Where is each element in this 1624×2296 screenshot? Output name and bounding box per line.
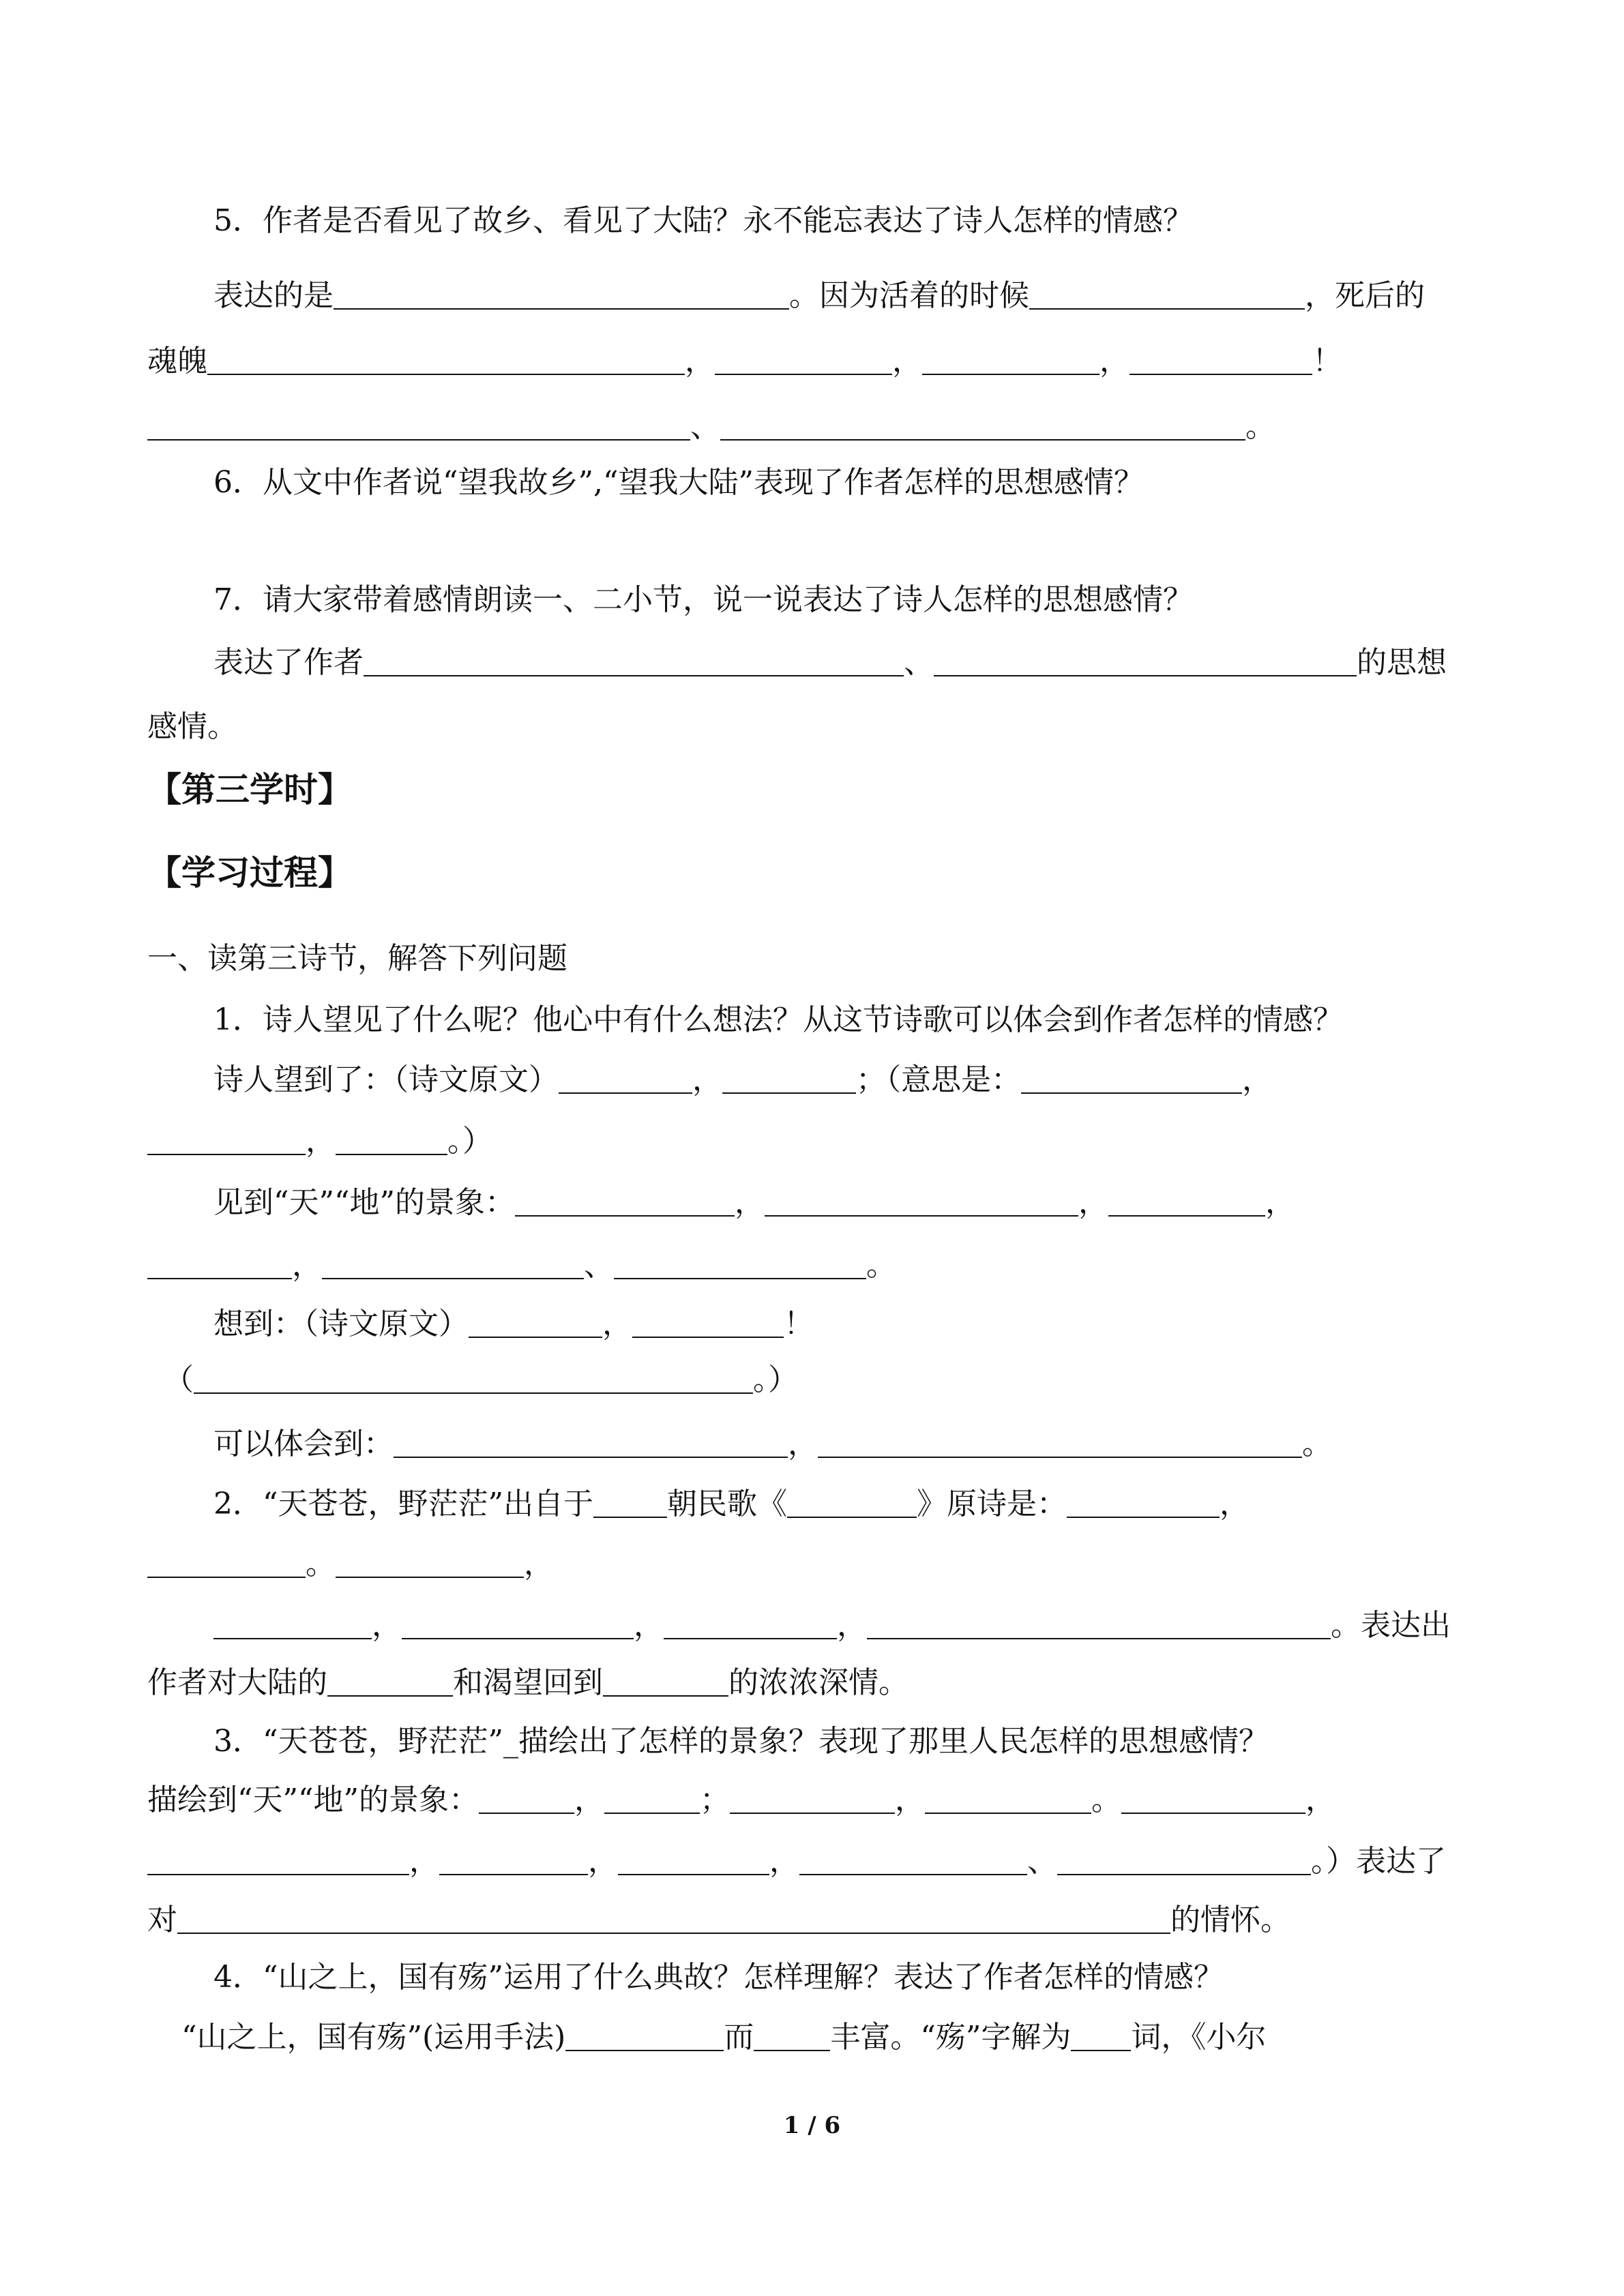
p1-thought-line xyxy=(213,1304,1544,1345)
q5-answer-line1 xyxy=(213,275,1544,316)
q7-answer-line1 xyxy=(213,642,1544,683)
p1-feel-line xyxy=(213,1424,1544,1465)
blank[interactable] xyxy=(925,1785,1091,1814)
punct: ， xyxy=(292,1248,322,1283)
blank[interactable] xyxy=(1071,2023,1131,2051)
punct: 。 xyxy=(1302,1427,1332,1461)
p4-b: 而 xyxy=(724,2020,754,2055)
blank[interactable] xyxy=(1121,1785,1305,1814)
blank[interactable] xyxy=(322,1251,584,1279)
punct: ， xyxy=(634,1608,664,1643)
p4-a: “山之上，国有殇”(运用手法) xyxy=(181,2020,566,2055)
q5-a-suffix: ，死后的 xyxy=(1305,278,1425,313)
blank[interactable] xyxy=(394,1429,788,1458)
p3-qinghuai: 的情怀。 xyxy=(1170,1903,1290,1937)
punct: ， xyxy=(588,1844,618,1879)
punct: ， xyxy=(1078,1185,1108,1220)
blank[interactable] xyxy=(1130,346,1312,375)
punct: 。 xyxy=(1245,409,1275,444)
punct: ， xyxy=(1099,344,1130,378)
blank[interactable] xyxy=(1021,1065,1242,1094)
q7-answer-line2: 感情。 xyxy=(147,709,237,744)
blank[interactable] xyxy=(147,1847,409,1875)
section1-title: 一、读第三诗节，解答下列问题 xyxy=(147,941,567,976)
blank[interactable] xyxy=(715,346,892,375)
p3-line3 xyxy=(147,1900,1477,1941)
punct: 。 xyxy=(306,1547,336,1581)
blank[interactable] xyxy=(604,1785,700,1814)
p2-line5-b: 和渴望回到 xyxy=(453,1665,603,1700)
blank[interactable] xyxy=(818,1429,1302,1458)
p1-scene-line xyxy=(213,1182,1544,1223)
blank[interactable] xyxy=(799,1847,1027,1875)
punct: 。 xyxy=(866,1248,896,1283)
blank[interactable] xyxy=(1029,281,1305,310)
p2-line5-c: 的浓浓深情。 xyxy=(728,1665,909,1700)
punct: ， xyxy=(1305,1783,1335,1817)
q5-hunpo: 魂魄 xyxy=(147,344,207,378)
blank[interactable] xyxy=(194,1365,753,1394)
blank[interactable] xyxy=(754,2023,830,2051)
punct: ， xyxy=(409,1844,439,1879)
q7-a-prefix: 表达了作者 xyxy=(213,645,364,680)
p2-line2 xyxy=(147,1544,1477,1585)
blank[interactable] xyxy=(632,1309,784,1338)
blank[interactable] xyxy=(327,1668,453,1697)
blank[interactable] xyxy=(603,1668,728,1697)
blank[interactable] xyxy=(336,1549,524,1578)
punct: 。） xyxy=(753,1362,798,1397)
p3-line2 xyxy=(147,1841,1477,1882)
blank[interactable] xyxy=(922,346,1099,375)
p4-question: 4．“山之上，国有殇”运用了什么典故？怎样理解？表达了作者怎样的情感？ xyxy=(213,1960,1224,1995)
p1-line1 xyxy=(213,1060,1544,1101)
blank[interactable] xyxy=(402,1611,634,1639)
punct: ， xyxy=(1219,1487,1250,1521)
q5-a-prefix: 表达的是 xyxy=(213,278,334,313)
blank[interactable] xyxy=(147,1251,292,1279)
blank[interactable] xyxy=(147,412,690,441)
p1-scene-line2 xyxy=(147,1245,1477,1286)
p2-a: 2．“天苍苍，野茫茫”出自于 xyxy=(213,1487,593,1521)
punct: ， xyxy=(837,1608,867,1643)
punct: ， xyxy=(788,1427,818,1461)
p1-thought-prefix: 想到：（诗文原文） xyxy=(213,1307,469,1341)
blank[interactable] xyxy=(364,648,904,676)
punct: 、 xyxy=(904,645,934,680)
p1-paren-line xyxy=(164,1360,1494,1401)
blank[interactable] xyxy=(565,2023,724,2051)
blank[interactable] xyxy=(515,1188,735,1217)
blank[interactable] xyxy=(207,346,685,375)
punct: ， xyxy=(602,1307,632,1341)
blank[interactable] xyxy=(618,1847,769,1875)
blank[interactable] xyxy=(147,1127,306,1155)
p3-dui: 对 xyxy=(147,1903,177,1937)
blank[interactable] xyxy=(934,648,1357,676)
blank[interactable] xyxy=(720,412,1245,441)
p2-line5-a: 作者对大陆的 xyxy=(147,1665,327,1700)
q7-question: 7．请大家带着感情朗读一、二小节，说一说表达了诗人怎样的思想感情？ xyxy=(213,582,1193,617)
blank[interactable] xyxy=(730,1785,895,1814)
blank[interactable] xyxy=(664,1611,837,1639)
p3-express: 。）表达了 xyxy=(1311,1844,1446,1879)
p3-scene-prefix: 描绘到“天”“地”的景象： xyxy=(147,1783,479,1817)
lesson-heading: 【第三学时】 xyxy=(147,770,352,809)
p2-b: 朝民歌《 xyxy=(666,1487,787,1521)
punct: 、 xyxy=(584,1248,614,1283)
p1-feel-prefix: 可以体会到： xyxy=(213,1427,394,1461)
punct: ！ xyxy=(784,1307,814,1341)
q6-question: 6．从文中作者说“望我故乡”,“望我大陆”表现了作者怎样的思想感情？ xyxy=(213,465,1144,500)
p3-question: 3．“天苍苍，野茫茫”_描绘出了怎样的景象？表现了那里人民怎样的思想感情？ xyxy=(213,1724,1269,1759)
punct: 、 xyxy=(1027,1844,1057,1879)
blank[interactable] xyxy=(177,1905,1170,1934)
p1-question: 1．诗人望见了什么呢？他心中有什么想法？从这节诗歌可以体会到作者怎样的情感？ xyxy=(213,1002,1343,1037)
punct: ， xyxy=(372,1608,402,1643)
blank[interactable] xyxy=(614,1251,866,1279)
punct: 、 xyxy=(690,409,720,444)
punct: ， xyxy=(769,1844,799,1879)
p4-line1 xyxy=(181,2017,1511,2058)
p2-line1 xyxy=(213,1484,1544,1525)
punct: （ xyxy=(164,1362,194,1397)
punct: ， xyxy=(1242,1062,1272,1097)
p2-c: 》原诗是： xyxy=(916,1487,1067,1521)
process-heading: 【学习过程】 xyxy=(147,853,352,893)
p2-line3 xyxy=(213,1605,1544,1646)
blank[interactable] xyxy=(334,281,789,310)
blank[interactable] xyxy=(867,1611,1331,1639)
punct: ， xyxy=(1265,1185,1295,1220)
punct: 。） xyxy=(447,1124,492,1159)
punct: 。 xyxy=(1091,1783,1121,1817)
p4-c: 丰富。“殇”字解为 xyxy=(830,2020,1072,2055)
punct: ， xyxy=(574,1783,604,1817)
blank[interactable] xyxy=(593,1489,667,1518)
blank[interactable] xyxy=(1057,1847,1311,1875)
blank[interactable] xyxy=(559,1065,692,1094)
blank[interactable] xyxy=(722,1065,856,1094)
q5-answer-line3 xyxy=(147,406,1477,447)
punct: ， xyxy=(892,344,922,378)
blank[interactable] xyxy=(1067,1489,1220,1518)
p3-line1 xyxy=(147,1780,1477,1821)
punct: ， xyxy=(524,1547,554,1581)
punct: ！ xyxy=(1312,344,1342,378)
p1-line2 xyxy=(147,1121,1477,1162)
q5-a-mid: 。因为活着的时候 xyxy=(789,278,1029,313)
page-number: 1 / 6 xyxy=(783,2112,841,2139)
blank[interactable] xyxy=(1108,1188,1265,1217)
p1-line1-b: ；（意思是： xyxy=(856,1062,1021,1097)
punct: ， xyxy=(692,1062,722,1097)
blank[interactable] xyxy=(439,1847,588,1875)
blank[interactable] xyxy=(469,1309,602,1338)
punct: ； xyxy=(699,1783,730,1817)
p2-express: 。表达出 xyxy=(1331,1608,1451,1643)
q7-a-suffix: 的思想 xyxy=(1357,645,1447,680)
blank[interactable] xyxy=(336,1127,447,1155)
blank[interactable] xyxy=(765,1188,1078,1217)
punct: ， xyxy=(894,1783,925,1817)
q5-answer-line2 xyxy=(147,341,1477,382)
p1-line1-a: 诗人望到了：（诗文原文） xyxy=(213,1062,559,1097)
p1-scene-prefix: 见到“天”“地”的景象： xyxy=(213,1185,515,1220)
blank[interactable] xyxy=(479,1785,574,1814)
p4-d: 词，《小尔 xyxy=(1131,2020,1267,2055)
p2-line4 xyxy=(147,1663,1477,1703)
punct: ， xyxy=(734,1185,765,1220)
blank[interactable] xyxy=(213,1611,372,1639)
blank[interactable] xyxy=(787,1489,917,1518)
punct: ， xyxy=(685,344,715,378)
blank[interactable] xyxy=(147,1549,306,1578)
q5-question: 5．作者是否看见了故乡、看见了大陆？永不能忘表达了诗人怎样的情感？ xyxy=(213,203,1193,238)
punct: ， xyxy=(306,1124,336,1159)
